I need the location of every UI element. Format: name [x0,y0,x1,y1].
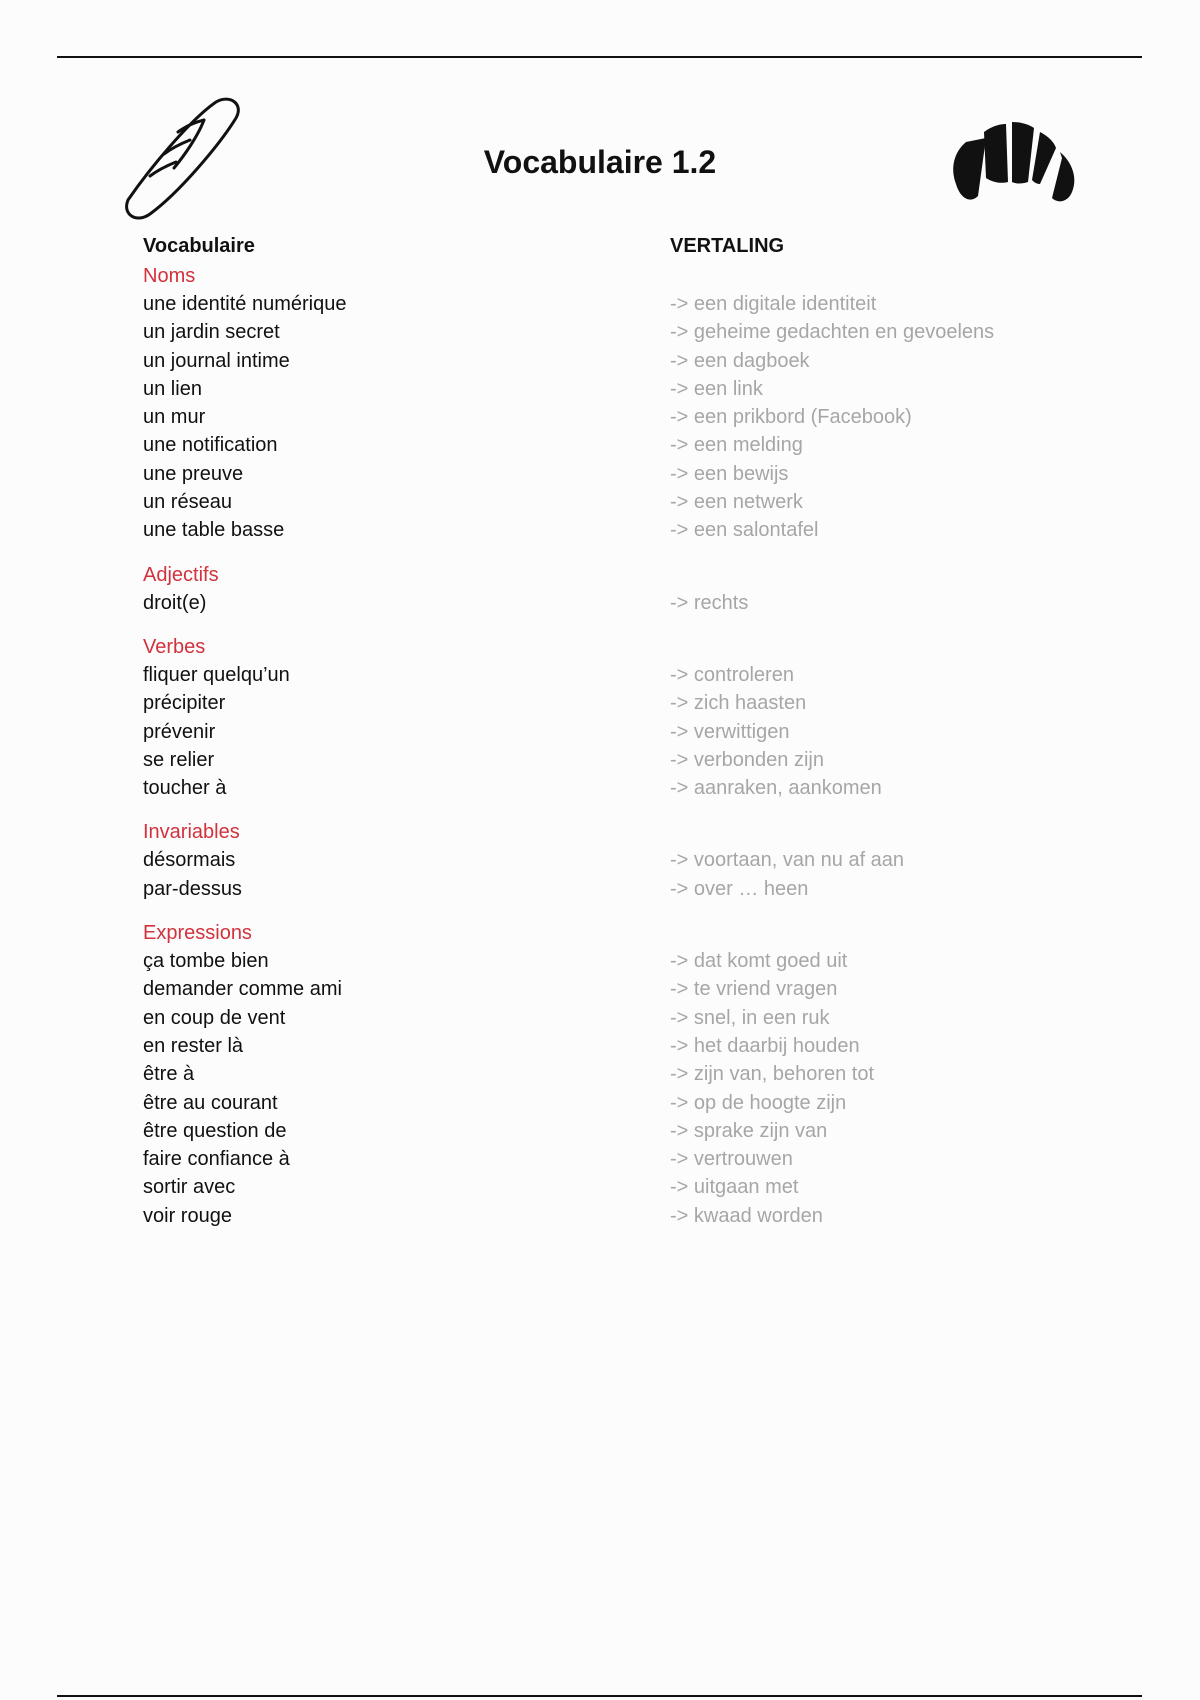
french-term: prévenir [143,720,216,743]
french-term: être à [143,1063,195,1086]
dutch-translation: -> op de hoogte zijn [670,1091,847,1114]
top-rule [57,56,1142,58]
vocab-row [143,347,1083,375]
french-term: par-dessus [143,877,242,900]
french-term: désormais [143,849,236,872]
dutch-translation: -> uitgaan met [670,1176,799,1199]
bottom-rule [57,1695,1142,1697]
vocab-row [143,431,1083,459]
vocab-row [143,1032,1083,1060]
french-term: en coup de vent [143,1006,286,1029]
section-title: Expressions [143,922,252,945]
dutch-translation: -> rechts [670,591,749,614]
french-term: voir rouge [143,1204,232,1227]
section-invariables [143,818,1083,903]
dutch-translation: -> een salontafel [670,519,819,542]
vocab-row [143,488,1083,516]
vocab-row [143,516,1083,544]
vocab-row [143,460,1083,488]
vocab-row [143,403,1083,431]
french-term: un jardin secret [143,321,280,344]
dutch-translation: -> te vriend vragen [670,978,838,1001]
dutch-translation: -> zijn van, behoren tot [670,1063,875,1086]
section-verbes [143,633,1083,802]
french-term: une notification [143,434,278,457]
vocab-row [143,846,1083,874]
french-term: droit(e) [143,591,207,614]
vocab-row [143,1117,1083,1145]
vocab-row [143,689,1083,717]
header-vertaling: VERTALING [670,234,785,257]
french-term: être au courant [143,1091,278,1114]
dutch-translation: -> verbonden zijn [670,748,824,771]
french-term: toucher à [143,777,227,800]
dutch-translation: -> controleren [670,663,794,686]
croissant-icon [950,112,1080,208]
section-expressions [143,919,1083,1230]
dutch-translation: -> een dagboek [670,349,810,372]
french-term: être question de [143,1119,287,1142]
french-term: sortir avec [143,1176,236,1199]
vocab-row [143,947,1083,975]
french-term: demander comme ami [143,978,342,1001]
dutch-translation: -> een digitale identiteit [670,293,877,315]
dutch-translation: -> een bewijs [670,462,789,485]
dutch-translation: -> kwaad worden [670,1204,823,1227]
french-term: un lien [143,377,202,400]
french-term: une identité numérique [143,293,347,315]
dutch-translation: -> een prikbord (Facebook) [670,406,912,429]
section-title: Adjectifs [143,563,219,586]
vocabulary-list [143,230,1083,1230]
french-term: fliquer quelqu’un [143,663,290,686]
vocab-row [143,1145,1083,1173]
vocab-row [143,1089,1083,1117]
column-headers [143,230,1083,262]
french-term: ça tombe bien [143,950,269,973]
dutch-translation: -> zich haasten [670,692,807,715]
dutch-translation: -> een melding [670,434,803,457]
section-title: Invariables [143,821,240,844]
vocab-row [143,746,1083,774]
sections [143,262,1083,1230]
vocab-row [143,975,1083,1003]
dutch-translation: -> over … heen [670,877,809,900]
dutch-translation: -> dat komt goed uit [670,950,848,973]
french-term: un réseau [143,491,232,514]
section-noms [143,262,1083,545]
french-term: faire confiance à [143,1148,290,1171]
dutch-translation: -> een netwerk [670,491,803,514]
french-term: une preuve [143,462,244,485]
vocab-row [143,875,1083,903]
dutch-translation: -> verwittigen [670,720,790,743]
french-term: une table basse [143,519,285,542]
dutch-translation: -> sprake zijn van [670,1119,828,1142]
french-term: en rester là [143,1034,244,1057]
french-term: précipiter [143,692,226,715]
vocab-row [143,661,1083,689]
dutch-translation: -> vertrouwen [670,1148,793,1171]
page-title: Vocabulaire 1.2 [483,144,717,180]
vocab-row [143,375,1083,403]
vocab-row [143,1202,1083,1230]
vocab-row [143,318,1083,346]
french-term: se relier [143,748,215,771]
vocab-row [143,290,1083,318]
vocab-row [143,718,1083,746]
french-term: un journal intime [143,349,290,372]
vocab-row [143,1004,1083,1032]
dutch-translation: -> voortaan, van nu af aan [670,849,905,872]
dutch-translation: -> geheime gedachten en gevoelens [670,321,995,344]
header-vocabulaire: Vocabulaire [143,234,255,257]
vocab-row [143,589,1083,617]
section-title: Verbes [143,635,206,658]
french-term: un mur [143,406,206,429]
dutch-translation: -> snel, in een ruk [670,1006,830,1029]
vocab-row [143,1060,1083,1088]
dutch-translation: -> een link [670,377,763,400]
vocab-row [143,774,1083,802]
section-title: Noms [143,265,196,287]
dutch-translation: -> aanraken, aankomen [670,777,882,800]
dutch-translation: -> het daarbij houden [670,1034,860,1057]
section-adjectifs [143,561,1083,617]
vocab-row [143,1173,1083,1201]
